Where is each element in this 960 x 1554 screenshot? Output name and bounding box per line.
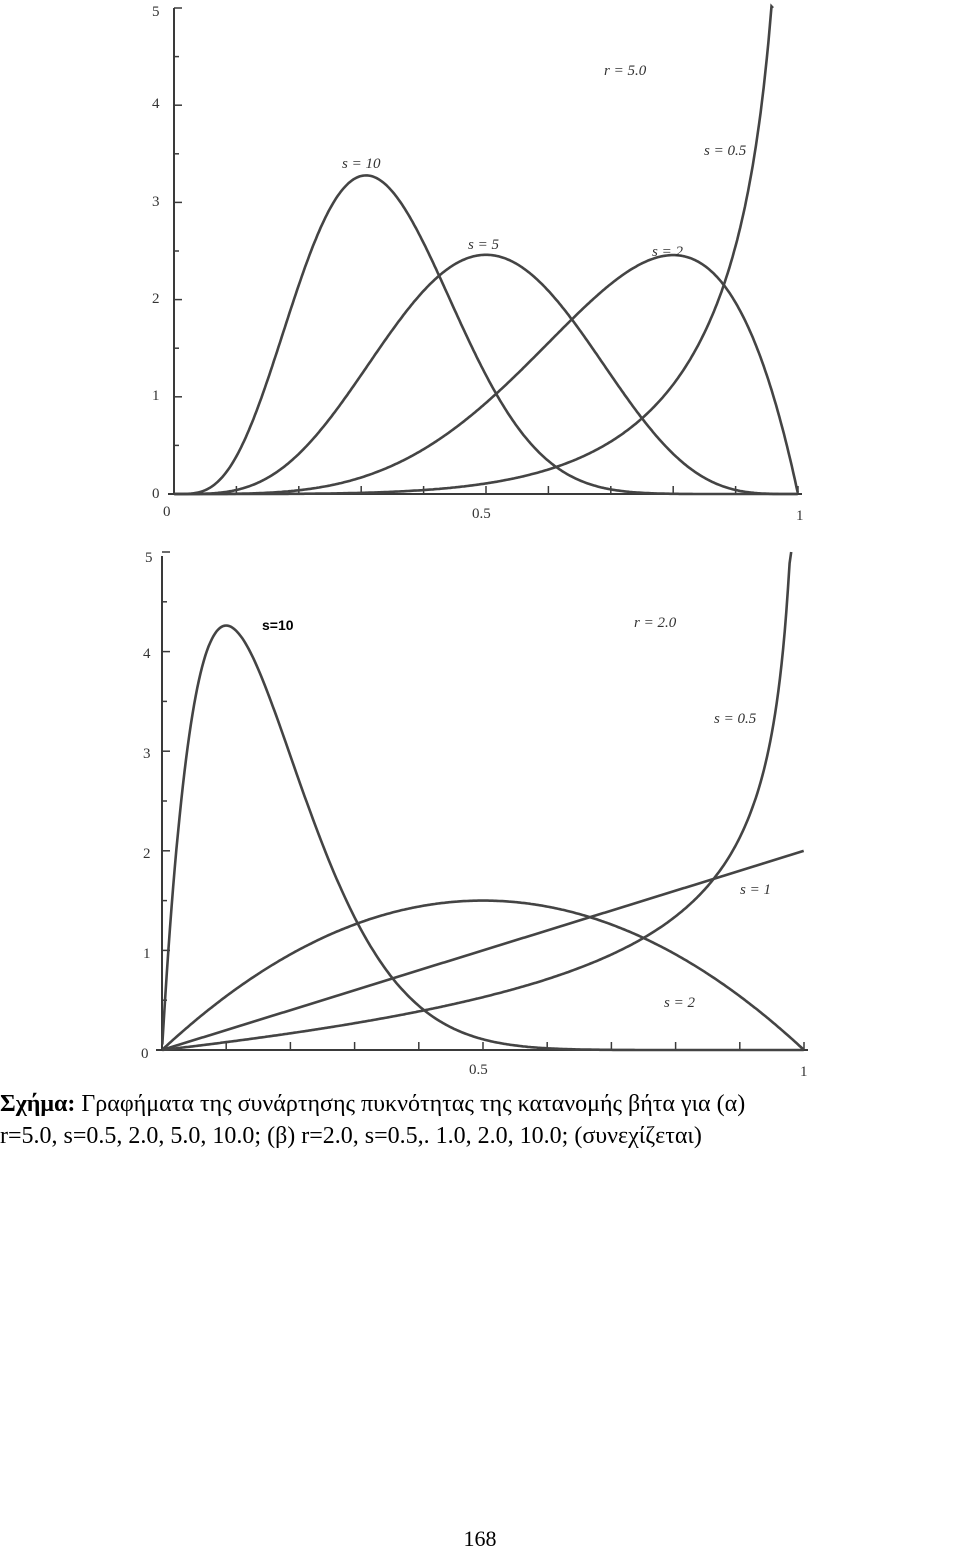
- chart-a-ytick-label: 0: [152, 486, 160, 502]
- chart-a-label-s2: s = 2: [652, 244, 683, 260]
- series-line-s-10: [162, 626, 803, 1051]
- chart-a-ytick-label: 1: [152, 388, 160, 404]
- chart-b-label-s1: s = 1: [740, 882, 771, 898]
- chart-a-ytick-label: 4: [152, 96, 160, 112]
- chart-b-ytick-label: 4: [143, 646, 151, 662]
- chart-a-ytick-label: 2: [152, 291, 160, 307]
- chart-a-label-s10: s = 10: [342, 156, 381, 172]
- chart-b-title: r = 2.0: [634, 615, 677, 631]
- chart-b-series: [162, 552, 803, 1050]
- page-number: 168: [463, 1526, 497, 1551]
- chart-a-xtick-label: 0: [163, 504, 171, 520]
- chart-b-label-s05: s = 0.5: [714, 711, 757, 727]
- chart-a-ytick-label: 3: [152, 194, 160, 210]
- chart-b-label-s10: s=10: [262, 617, 294, 633]
- chart-a-y-ticks: [174, 8, 182, 494]
- chart-b-ytick-label: 0: [141, 1046, 149, 1062]
- chart-a: [0, 0, 960, 540]
- chart-b-ytick-label: 2: [143, 846, 151, 862]
- chart-a-ytick-label: 5: [152, 4, 160, 20]
- chart-b-ytick-label: 3: [143, 746, 151, 762]
- caption-line-1: [0, 1088, 960, 1120]
- chart-b: [0, 548, 960, 1088]
- chart-b-ytick-label: 1: [143, 946, 151, 962]
- figure-caption: [0, 1088, 960, 1152]
- caption-label: Σχήμα:: [0, 1091, 76, 1117]
- chart-b-xtick-label: 1: [800, 1064, 808, 1080]
- chart-a-label-s5: s = 5: [468, 237, 499, 253]
- caption-text-1: Γραφήματα της συνάρτησης πυκνότητας της κατανομής βήτα για (α): [75, 1091, 746, 1117]
- chart-b-label-s2: s = 2: [664, 995, 695, 1011]
- chart-b-ytick-label: 5: [145, 550, 153, 566]
- series-line-s-1: [162, 851, 803, 1050]
- caption-line-2: r=5.0, s=0.5, 2.0, 5.0, 10.0; (β) r=2.0, s=0.5,. 1.0, 2.0, 10.0; (συνεχίζεται): [0, 1123, 702, 1149]
- chart-a-title: r = 5.0: [604, 63, 647, 79]
- chart-a-xtick-label: 1: [796, 508, 804, 524]
- chart-a-xtick-label: 0.5: [472, 506, 491, 522]
- chart-b-xtick-label: 0.5: [469, 1062, 488, 1078]
- chart-a-label-s05: s = 0.5: [704, 143, 747, 159]
- series-line-s-2: [162, 901, 803, 1050]
